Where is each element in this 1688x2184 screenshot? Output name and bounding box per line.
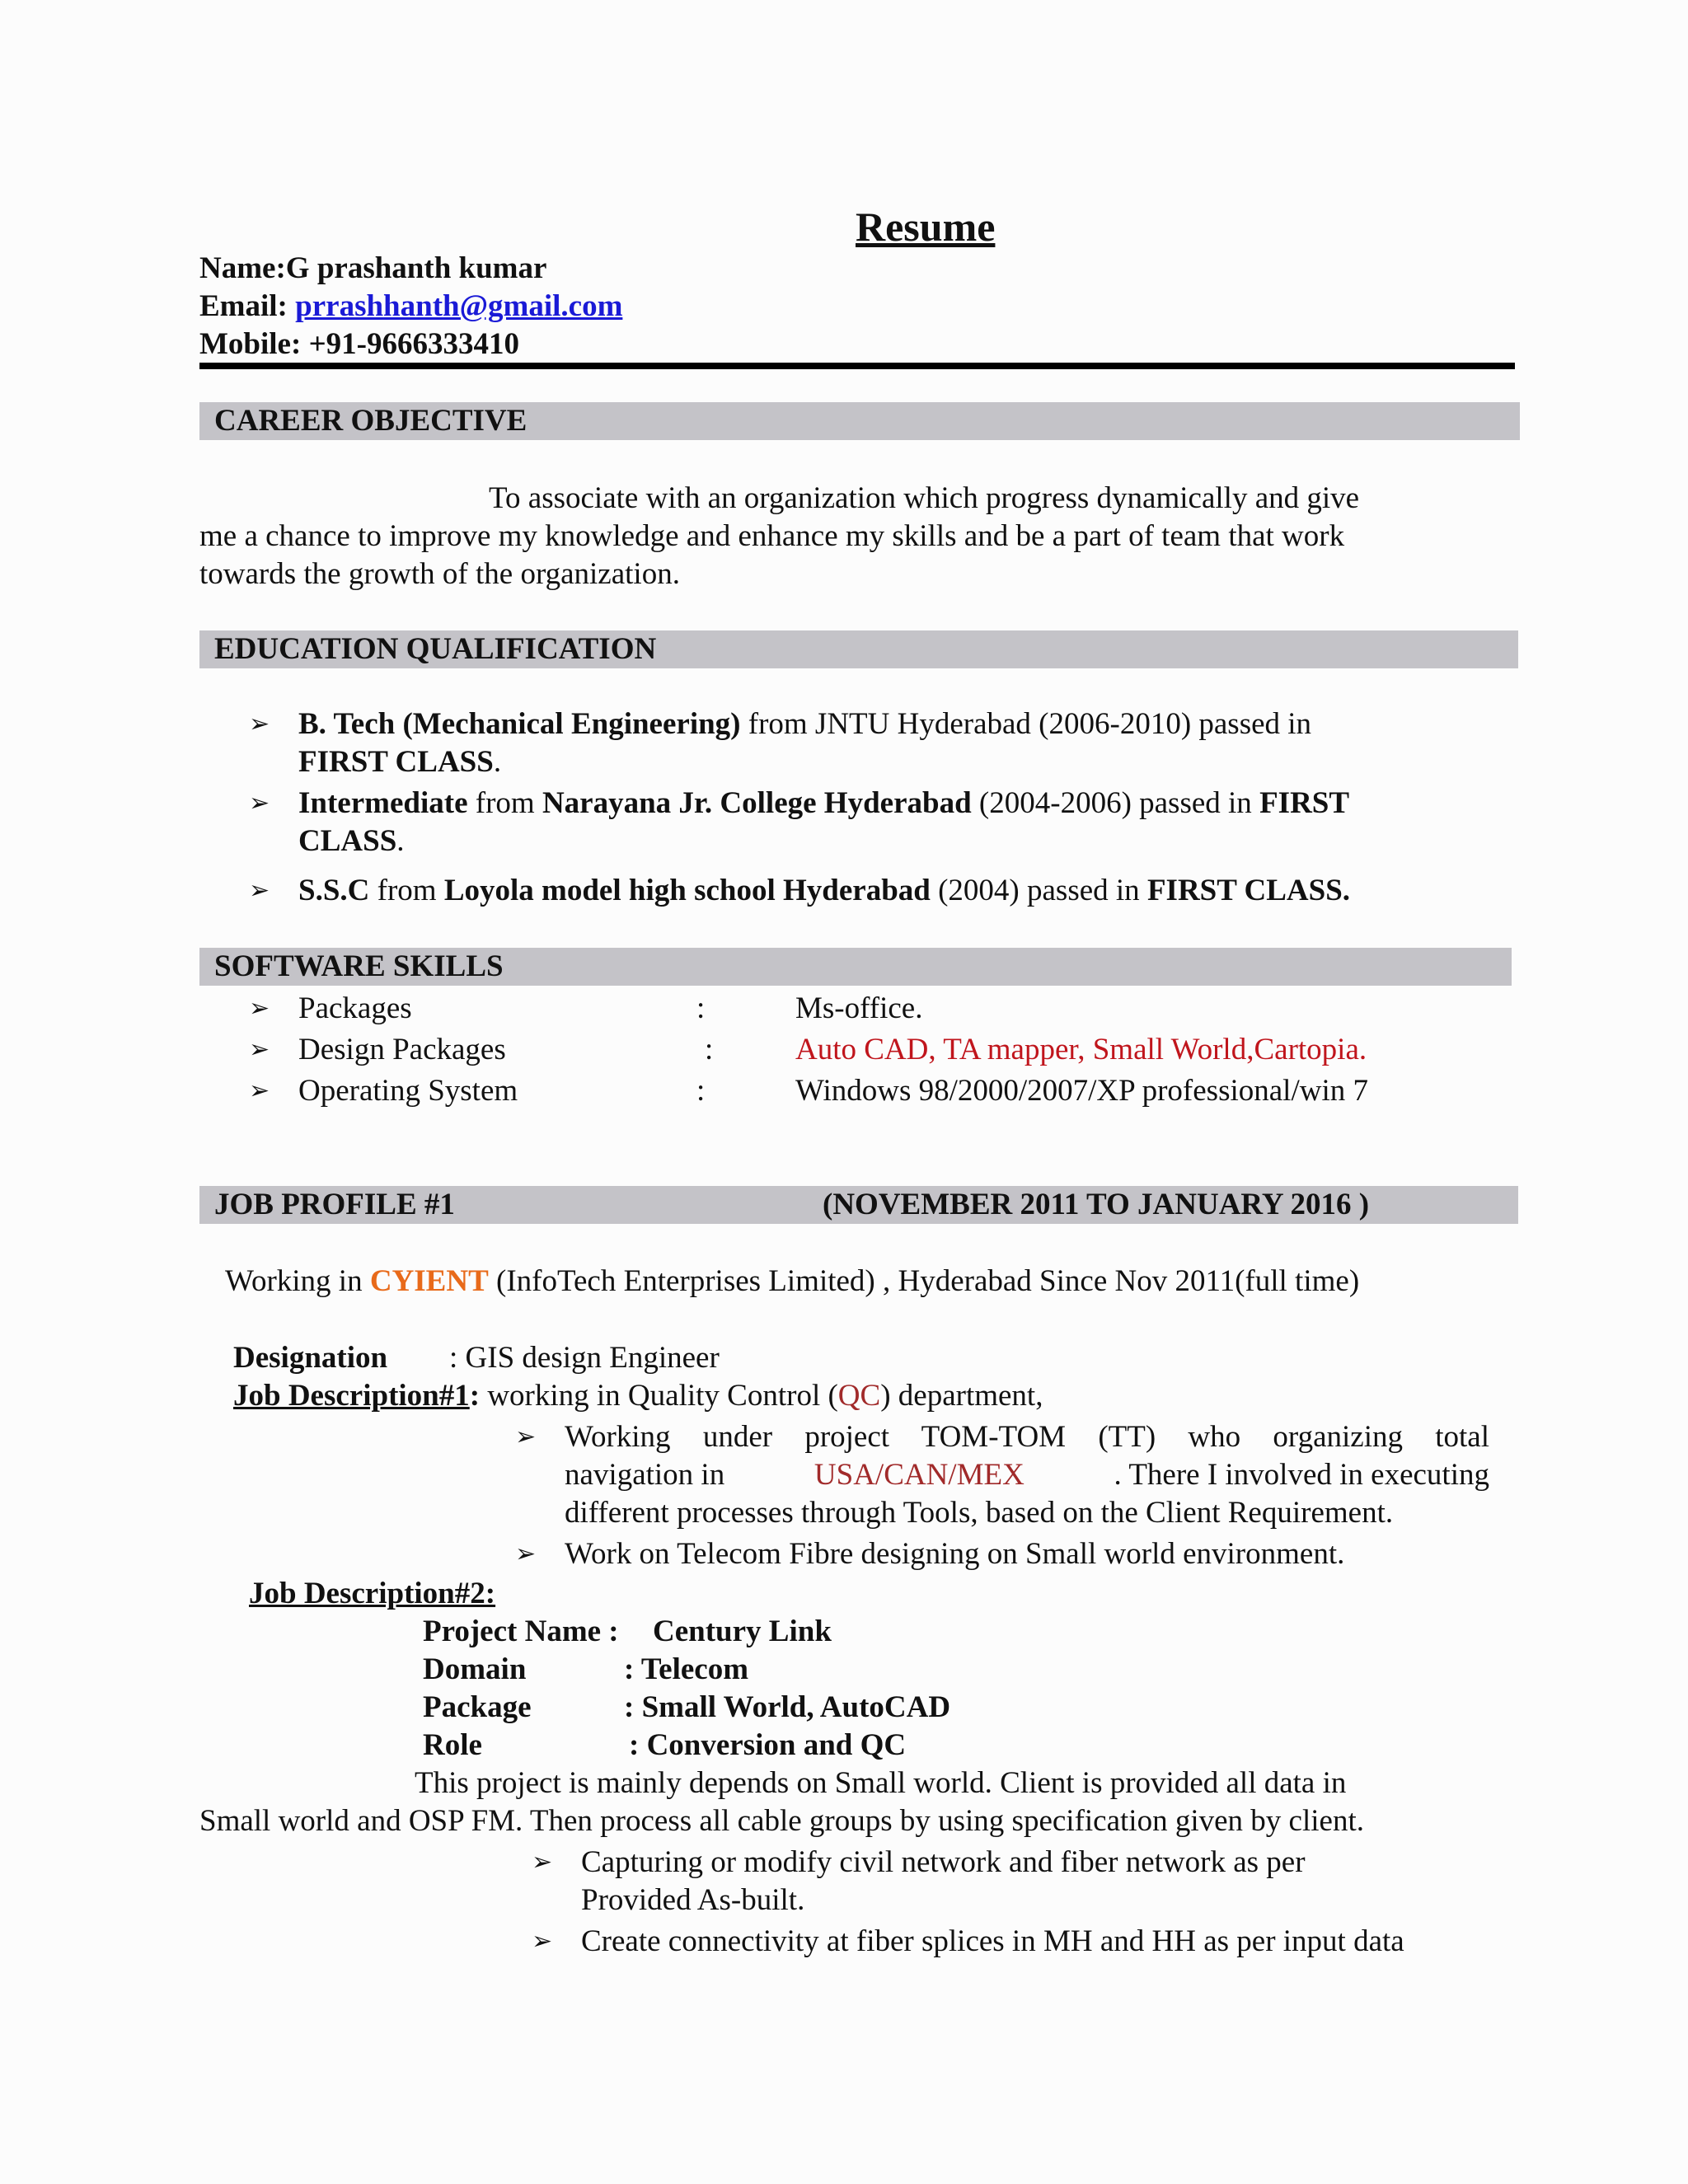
bullet-arrow-icon: ➢ — [515, 1423, 537, 1451]
name-label: Name: — [199, 251, 286, 285]
software-skills-heading: SOFTWARE SKILLS — [214, 949, 504, 983]
header-divider — [199, 363, 1515, 369]
job-description-1-line: Job Description#1: working in Quality Control (QC) department, — [233, 1379, 1043, 1413]
mobile-label: Mobile: — [199, 327, 302, 361]
jd1-bullet-1-line-2: navigation in USA/CAN/MEX . There I involved in executing — [565, 1458, 1489, 1492]
jd1-bullet-1-line-1: Working under project TOM-TOM (TT) who organizing total — [565, 1420, 1489, 1454]
education-item-intermediate: Intermediate from Narayana Jr. College Hyderabad (2004-2006) passed in FIRST — [298, 786, 1350, 820]
mobile-value: +91-9666333410 — [308, 327, 519, 361]
jd1-bullet-2: Work on Telecom Fibre designing on Small world environment. — [565, 1537, 1345, 1571]
education-item-ssc: S.S.C from Loyola model high school Hyderabad (2004) passed in FIRST CLASS. — [298, 874, 1351, 907]
project-desc-line-1: This project is mainly depends on Small world. Client is provided all data in — [415, 1766, 1347, 1800]
career-text-line-2: me a chance to improve my knowledge and enhance my skills and be a part of team that work — [199, 519, 1345, 553]
domain-value: : Telecom — [624, 1652, 749, 1686]
bullet-arrow-icon: ➢ — [532, 1849, 553, 1876]
working-line: Working in CYIENT (InfoTech Enterprises Limited) , Hyderabad Since Nov 2011(full time) — [225, 1264, 1360, 1298]
role-value: : Conversion and QC — [629, 1728, 907, 1762]
education-item-intermediate-cont: CLASS. — [298, 824, 405, 858]
designation-label: Designation — [233, 1341, 388, 1375]
bullet-arrow-icon: ➢ — [249, 710, 270, 738]
job-profile-heading: JOB PROFILE #1 — [214, 1188, 455, 1221]
bullet-arrow-icon: ➢ — [515, 1540, 537, 1568]
package-value: : Small World, AutoCAD — [624, 1690, 951, 1724]
project-name-label: Project Name : — [423, 1615, 619, 1648]
software-skills-band — [199, 948, 1512, 986]
career-objective-heading: CAREER OBJECTIVE — [214, 404, 528, 438]
name-line — [199, 250, 546, 288]
career-text-line-1: To associate with an organization which progress dynamically and give — [489, 481, 1360, 515]
jd1-bullet-1-line-3: different processes through Tools, based on the Client Requirement. — [565, 1496, 1394, 1530]
skill-separator: : — [696, 1074, 706, 1108]
package-label: Package — [423, 1690, 532, 1724]
page-title: Resume — [856, 204, 996, 250]
skill-value-design: Auto CAD, TA mapper, Small World,Cartopia. — [795, 1033, 1367, 1066]
bullet-arrow-icon: ➢ — [249, 995, 270, 1022]
mobile-line — [199, 326, 519, 363]
skill-separator: : — [705, 1033, 714, 1066]
skill-value-os: Windows 98/2000/2007/XP professional/win 7 — [795, 1074, 1368, 1108]
skill-label-design: Design Packages — [298, 1033, 506, 1066]
skill-separator: : — [696, 991, 706, 1025]
project-desc-line-2: Small world and OSP FM. Then process all cable groups by using specification given by client. — [199, 1804, 1364, 1838]
education-item-btech-cont: FIRST CLASS. — [298, 745, 502, 779]
skill-label-os: Operating System — [298, 1074, 518, 1108]
email-label: Email: — [199, 289, 288, 323]
bullet-arrow-icon: ➢ — [249, 1036, 270, 1063]
project-bullet-1-line-1: Capturing or modify civil network and fiber network as per — [581, 1845, 1306, 1879]
education-heading: EDUCATION QUALIFICATION — [214, 632, 657, 666]
project-name-value: Century Link — [653, 1615, 832, 1648]
bullet-arrow-icon: ➢ — [249, 1077, 270, 1104]
designation-value: : GIS design Engineer — [449, 1341, 720, 1375]
career-text-line-3: towards the growth of the organization. — [199, 557, 680, 591]
education-band — [199, 630, 1518, 668]
project-bullet-1-line-2: Provided As-built. — [581, 1883, 805, 1917]
bullet-arrow-icon: ➢ — [249, 790, 270, 817]
job-profile-band — [199, 1186, 1518, 1224]
job-profile-period: (NOVEMBER 2011 TO JANUARY 2016 ) — [823, 1188, 1370, 1221]
company-name: CYIENT — [369, 1264, 489, 1298]
skill-label-packages: Packages — [298, 991, 412, 1025]
job-description-2-label: Job Description#2: — [249, 1577, 496, 1610]
email-line — [199, 288, 622, 326]
skill-value-packages: Ms-office. — [795, 991, 923, 1025]
career-objective-band — [199, 402, 1520, 440]
education-item-btech: B. Tech (Mechanical Engineering) from JNTU Hyderabad (2006-2010) passed in — [298, 707, 1312, 741]
email-link[interactable]: prrashhanth@gmail.com — [295, 289, 623, 323]
bullet-arrow-icon: ➢ — [249, 877, 270, 904]
domain-label: Domain — [423, 1652, 527, 1686]
role-label: Role — [423, 1728, 482, 1762]
bullet-arrow-icon: ➢ — [532, 1928, 553, 1955]
name-value: G prashanth kumar — [285, 251, 547, 285]
project-bullet-2: Create connectivity at fiber splices in MH and HH as per input data — [581, 1924, 1404, 1958]
